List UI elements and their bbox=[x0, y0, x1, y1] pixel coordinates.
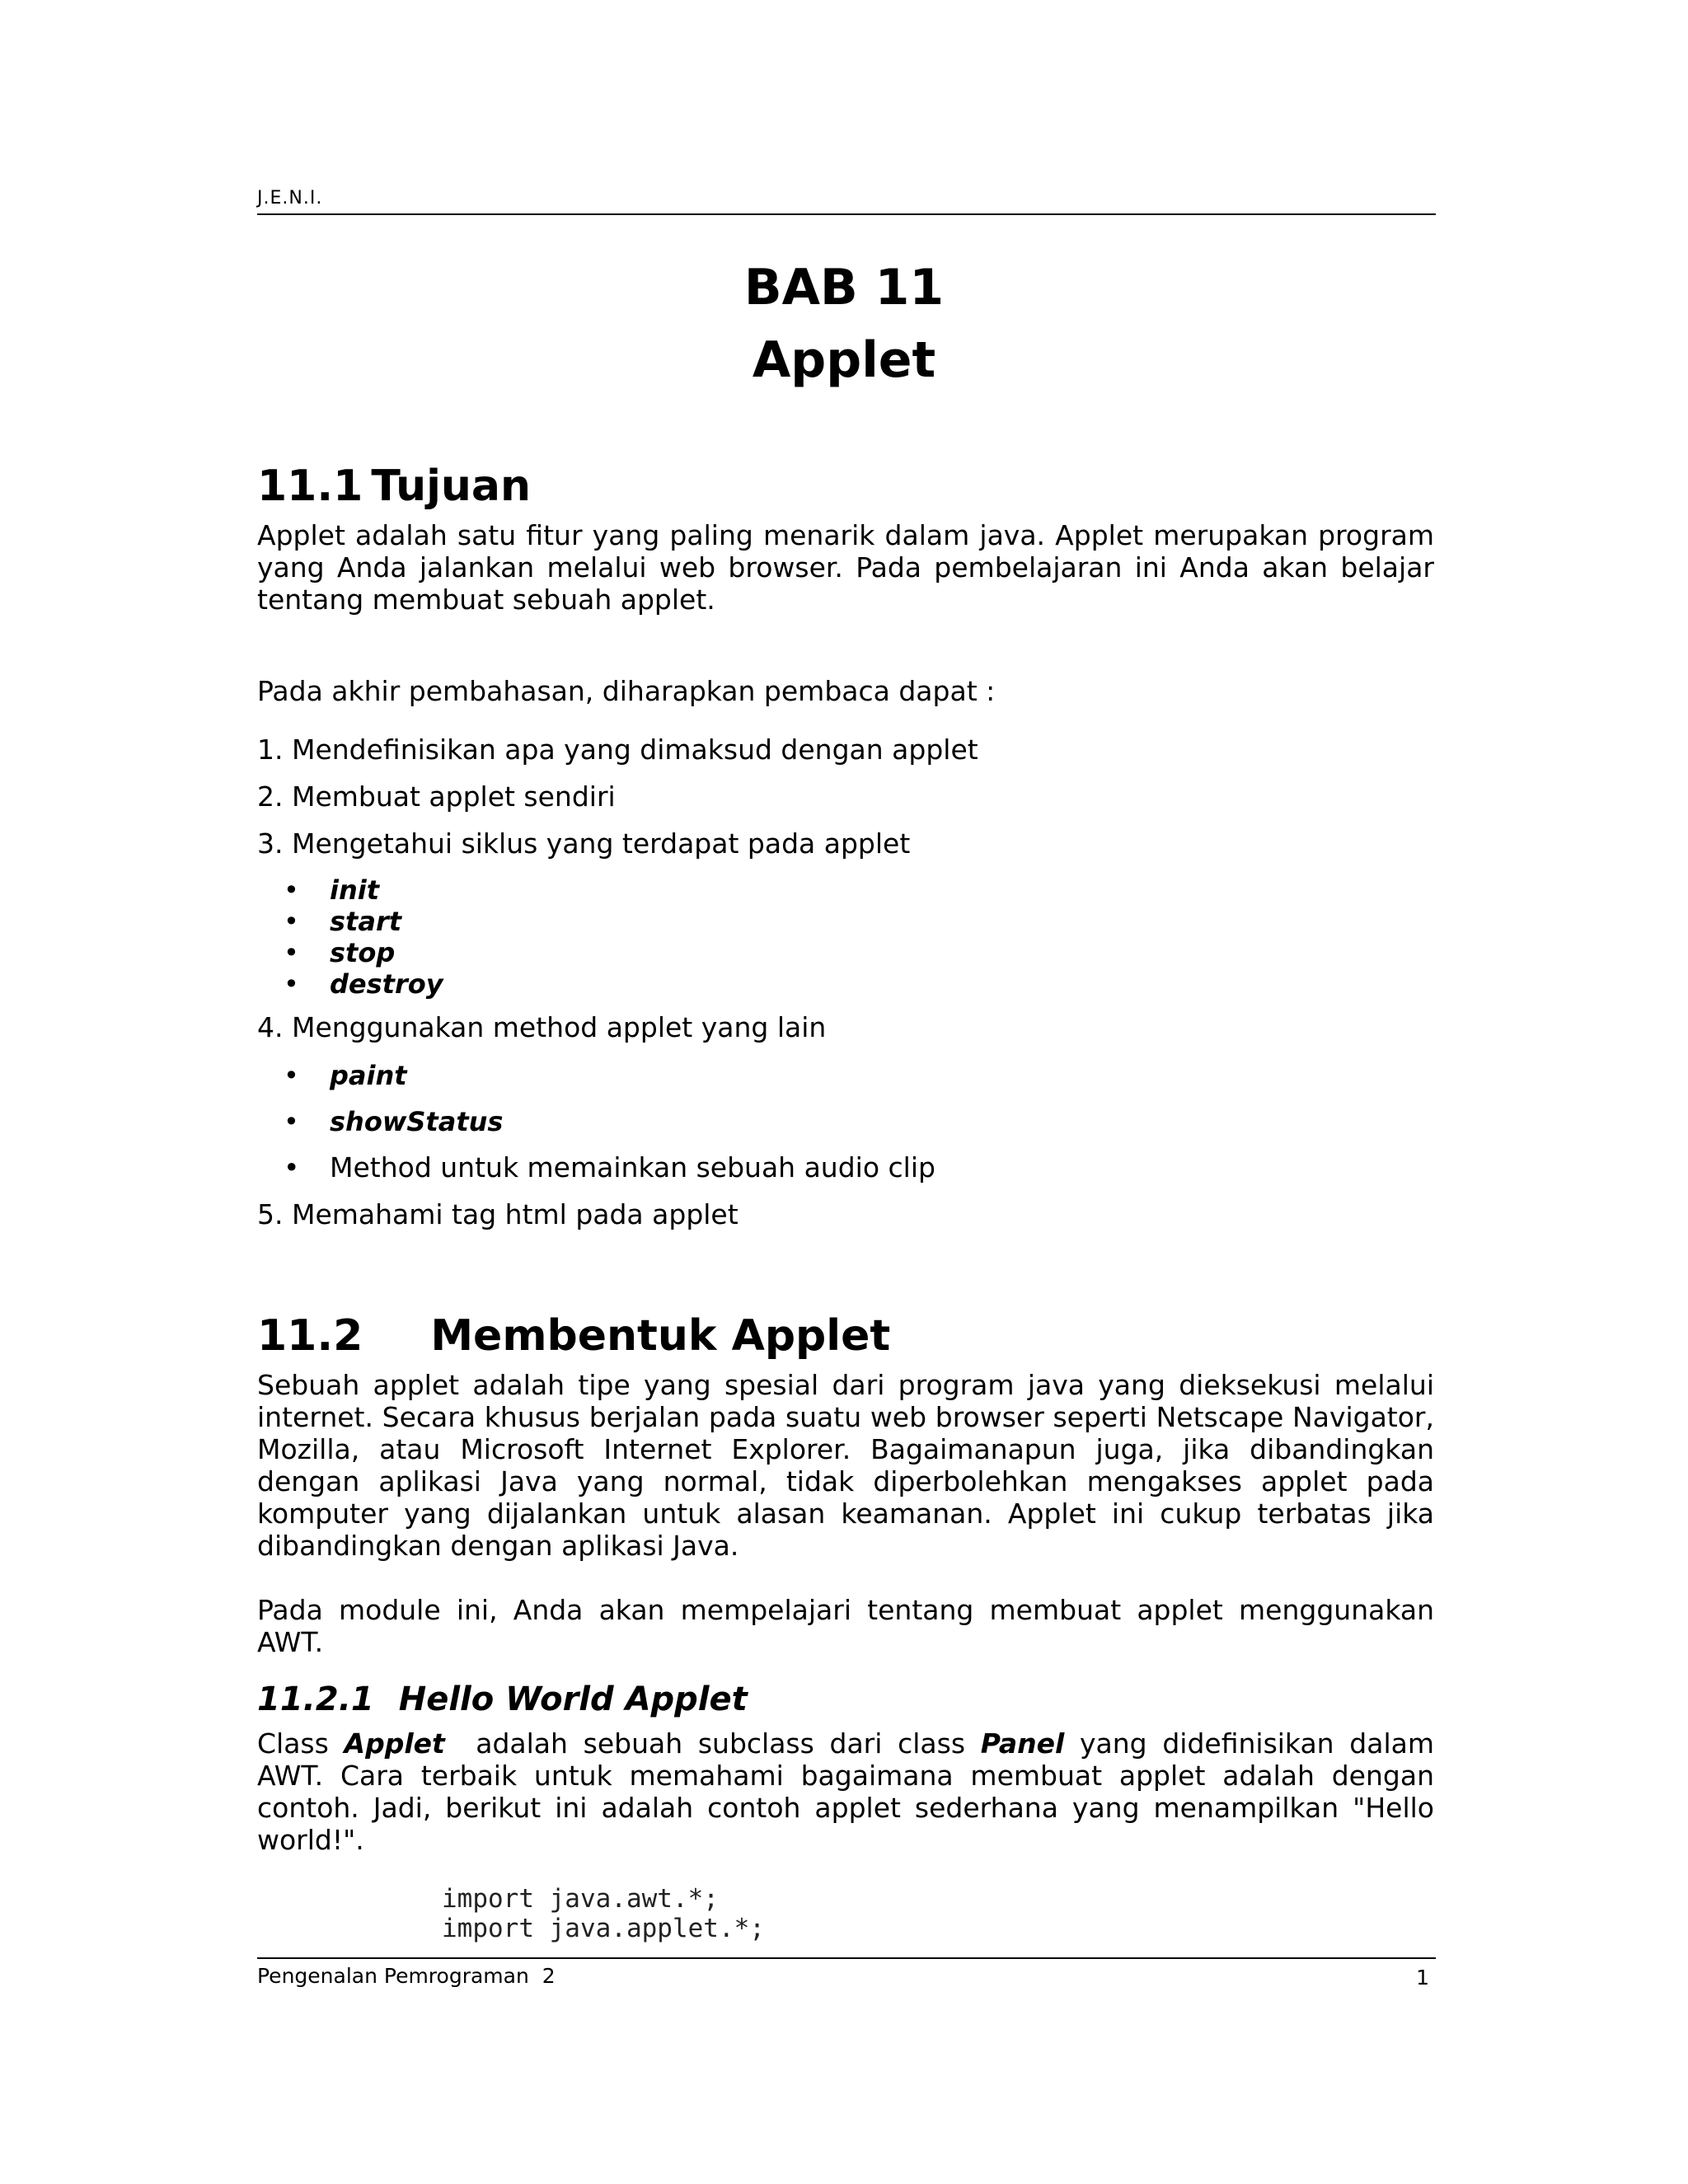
text-run: yang didefinisikan dalam AWT. Cara terbaik untuk memahami bagaimana membuat applet adalah dengan contoh. Jadi, berikut ini adalah contoh applet sederhana yang menampilkan "Hello world!". bbox=[257, 1727, 1435, 1856]
code-line: import java.applet.*; bbox=[442, 1914, 765, 1943]
applet-description-paragraph: Sebuah applet adalah tipe yang spesial dari program java yang dieksekusi melalui internet. Secara khusus berjalan pada suatu web browser seperti Netscape Navigator, Mozilla, atau Microsoft Internet Explorer. Bagaimanapun juga, jika dibandingkan dengan aplikasi Java yang normal, tidak diperbolehkan mengakses applet pada komputer yang dijalankan untuk alasan keamanan. Applet ini cukup terbatas jika dibandingkan dengan aplikasi Java. bbox=[257, 1369, 1434, 1562]
cycle-item-label: init bbox=[330, 874, 380, 906]
awt-paragraph: Pada module ini, Anda akan mempelajari tentang membuat applet menggunakan AWT. bbox=[257, 1594, 1434, 1658]
class-name-panel: Panel bbox=[980, 1727, 1065, 1760]
objective-item: 5. Memahami tag html pada applet bbox=[257, 1198, 738, 1230]
code-block bbox=[442, 1884, 1434, 1943]
page-footer bbox=[257, 1957, 1436, 1988]
bullet-icon: • bbox=[284, 1151, 300, 1183]
bullet-icon: • bbox=[284, 1106, 299, 1137]
method-list bbox=[257, 1060, 1434, 1183]
list-item bbox=[284, 937, 1434, 968]
cycle-item-label: stop bbox=[330, 937, 396, 968]
bullet-icon: • bbox=[284, 874, 299, 906]
list-item bbox=[284, 906, 1434, 937]
section-title: Membentuk Applet bbox=[430, 1311, 891, 1361]
bullet-icon: • bbox=[284, 906, 299, 937]
bullet-icon: • bbox=[284, 937, 299, 968]
section-number: 11.1 bbox=[257, 462, 363, 511]
bullet-icon: • bbox=[284, 1060, 299, 1091]
method-item-label: Method untuk memainkan sebuah audio clip bbox=[330, 1151, 935, 1183]
class-name-applet: Applet bbox=[344, 1727, 445, 1760]
running-header: J.E.N.I. bbox=[257, 188, 1436, 215]
intro-paragraph: Applet adalah satu fitur yang paling menarik dalam java. Applet merupakan program yang Anda jalankan melalui web browser. Pada pembelajaran ini Anda akan belajar tentang membuat sebuah applet. bbox=[257, 519, 1434, 616]
cycle-item-label: start bbox=[330, 906, 402, 937]
objectives-lead: Pada akhir pembahasan, diharapkan pembaca dapat : bbox=[257, 675, 996, 707]
method-item-label: paint bbox=[330, 1060, 407, 1091]
subsection-heading-hello-world bbox=[257, 1676, 1434, 1722]
section-number: 11.2 bbox=[257, 1311, 363, 1361]
section-heading-tujuan bbox=[257, 453, 1434, 519]
page-body bbox=[257, 453, 1434, 1943]
list-item bbox=[284, 1106, 1434, 1137]
list-item bbox=[284, 874, 1434, 906]
footer-title: Pengenalan Pemrograman 2 bbox=[257, 1964, 556, 1988]
section-heading-membentuk-applet bbox=[257, 1303, 1434, 1369]
objective-item: 3. Mengetahui siklus yang terdapat pada applet bbox=[257, 827, 911, 860]
text-run: adalah sebuah subclass dari class bbox=[476, 1727, 966, 1760]
list-item bbox=[284, 968, 1434, 1000]
list-item bbox=[284, 1060, 1434, 1091]
chapter-heading bbox=[0, 251, 1688, 396]
text-run: Class bbox=[257, 1727, 329, 1760]
list-item bbox=[284, 1152, 1434, 1183]
objective-item: 1. Mendefinisikan apa yang dimaksud dengan applet bbox=[257, 733, 978, 766]
page-number: 1 bbox=[1416, 1966, 1429, 1990]
cycle-list bbox=[257, 874, 1434, 1000]
chapter-title: Applet bbox=[752, 331, 936, 389]
bullet-icon: • bbox=[284, 968, 299, 1000]
cycle-item-label: destroy bbox=[330, 968, 443, 1000]
code-line: import java.awt.*; bbox=[442, 1884, 719, 1914]
subsection-number: 11.2.1 bbox=[257, 1680, 374, 1718]
chapter-number: BAB 11 bbox=[743, 259, 945, 316]
method-item-label: showStatus bbox=[330, 1106, 504, 1137]
objective-item: 2. Membuat applet sendiri bbox=[257, 780, 616, 813]
subsection-title: Hello World Applet bbox=[398, 1680, 748, 1718]
hello-world-paragraph bbox=[257, 1727, 1434, 1856]
objective-item: 4. Menggunakan method applet yang lain bbox=[257, 1011, 827, 1043]
section-title: Tujuan bbox=[371, 462, 532, 511]
